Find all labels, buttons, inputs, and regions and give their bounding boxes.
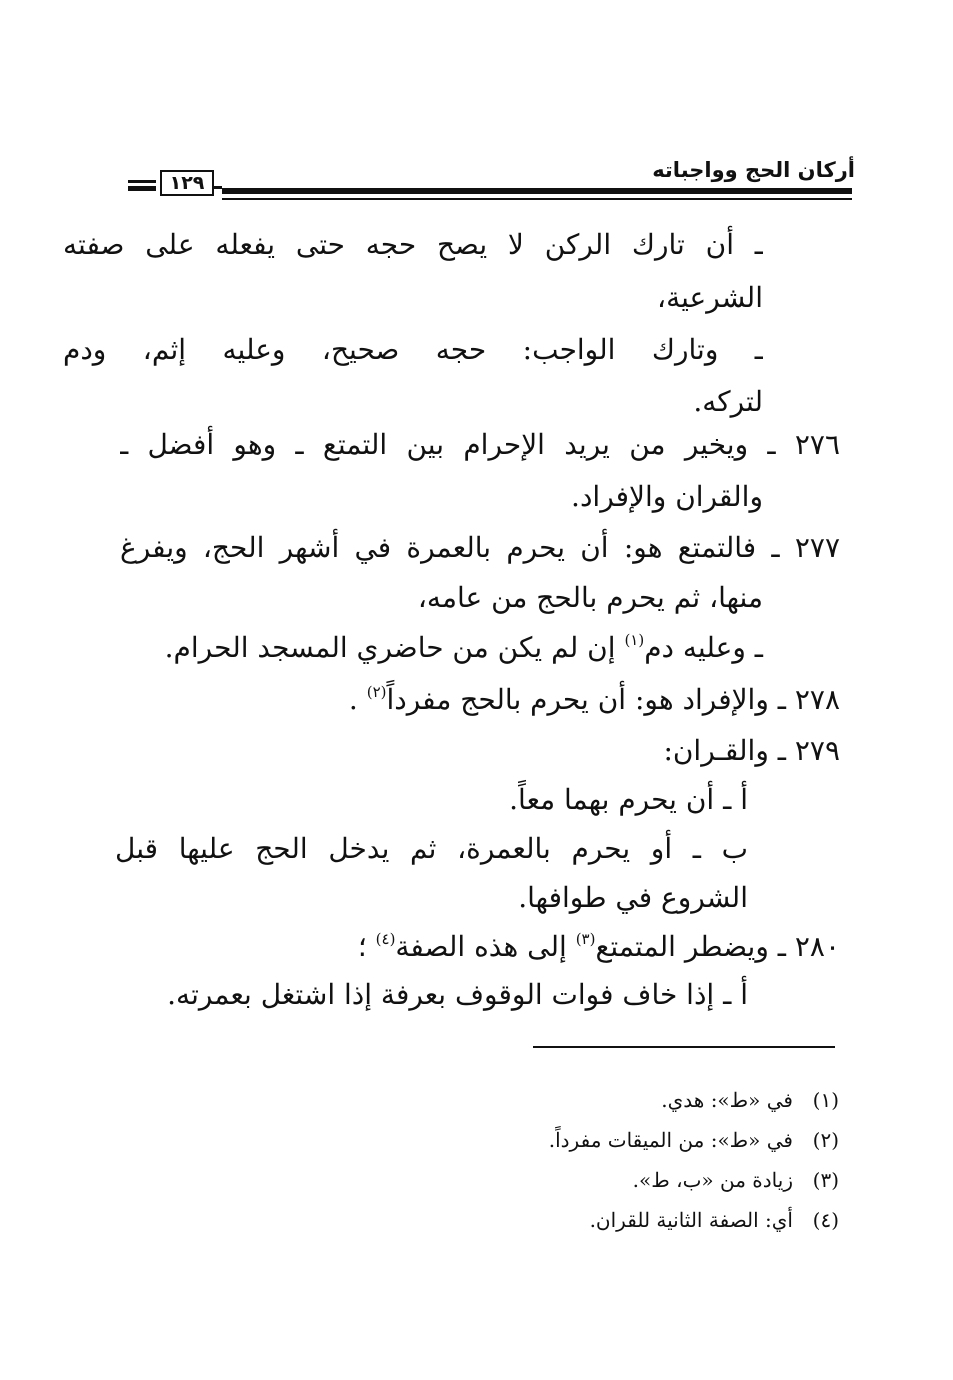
header-rule-connector	[214, 186, 222, 189]
footnote-ref: (٣)	[575, 930, 596, 948]
footnote-separator	[533, 1046, 835, 1048]
footnote-number: (١)	[812, 1088, 839, 1112]
header-rule-thin	[222, 198, 852, 200]
footnote-text: زيادة من «ب، ط».	[632, 1168, 793, 1192]
footnote-text: في «ط»: هدي.	[661, 1088, 793, 1112]
header-rule-thick	[222, 188, 852, 194]
footnote-text: في «ط»: من الميقات مفرداً.	[548, 1128, 793, 1152]
text-line: الشرعية،	[657, 281, 763, 314]
item-276: ٢٧٦ ـ ويخير من يريد الإحرام بين التمتع ـ وهو أفضل ـ	[120, 428, 840, 461]
footnote-number: (٣)	[812, 1168, 839, 1192]
footnote	[661, 1085, 839, 1115]
item-280: ٢٨٠ ـ ويضطر المتمتع$^{(٣)}$ إلى هذه الصفة$^{(٤)}$ ؛	[357, 930, 840, 963]
footnote	[549, 1125, 839, 1155]
footnote-ref: (٢)	[366, 683, 387, 701]
text-line: ـ وعليه دم$^{(١)}$ إن لم يكن من حاضري المسجد الحرام.	[164, 631, 763, 664]
sub-item-a: أ ـ إذا خاف فوات الوقوف بعرفة إذا اشتغل بعمرته.	[167, 978, 748, 1011]
footnote-number: (٤)	[812, 1208, 839, 1232]
sub-item-a: أ ـ أن يحرم بهما معاً.	[509, 783, 748, 816]
text-line: منها، ثم يحرم بالحج من عامه،	[417, 581, 763, 614]
item-277: ٢٧٧ ـ فالتمتع هو: أن يحرم بالعمرة في أشهر الحج، ويفرغ	[120, 531, 840, 564]
footnote-ref: (١)	[624, 631, 645, 649]
text-line: ـ أن تارك الركن لا يصح حجه حتى يفعله على صفته	[63, 228, 763, 261]
running-header-title: أركان الحج وواجباته	[652, 158, 855, 182]
page-number-bar-bottom	[128, 186, 156, 191]
text-line: والقران والإفراد.	[571, 480, 763, 513]
footnote-text: أي: الصفة الثانية للقران.	[589, 1208, 793, 1232]
page-number: ١٢٩	[160, 170, 214, 196]
item-279: ٢٧٩ ـ والقـران:	[663, 734, 840, 767]
footnote	[633, 1165, 839, 1195]
text-line: ـ وتارك الواجب: حجه صحيح، وعليه إثم، ودم	[63, 333, 763, 366]
item-278: ٢٧٨ ـ والإفراد هو: أن يحرم بالحج مفرداً$^{(٢)}$ .	[348, 683, 840, 716]
text-line: لتركه.	[693, 385, 763, 418]
footnote-number: (٢)	[812, 1128, 839, 1152]
footnote-ref: (٤)	[375, 930, 396, 948]
footnote	[590, 1205, 839, 1235]
page-number-bar-top	[128, 180, 156, 183]
sub-item-b: ب ـ أو يحرم بالعمرة، ثم يدخل الحج عليها قبل	[115, 832, 748, 865]
text-line: الشروع في طوافها.	[518, 881, 748, 914]
